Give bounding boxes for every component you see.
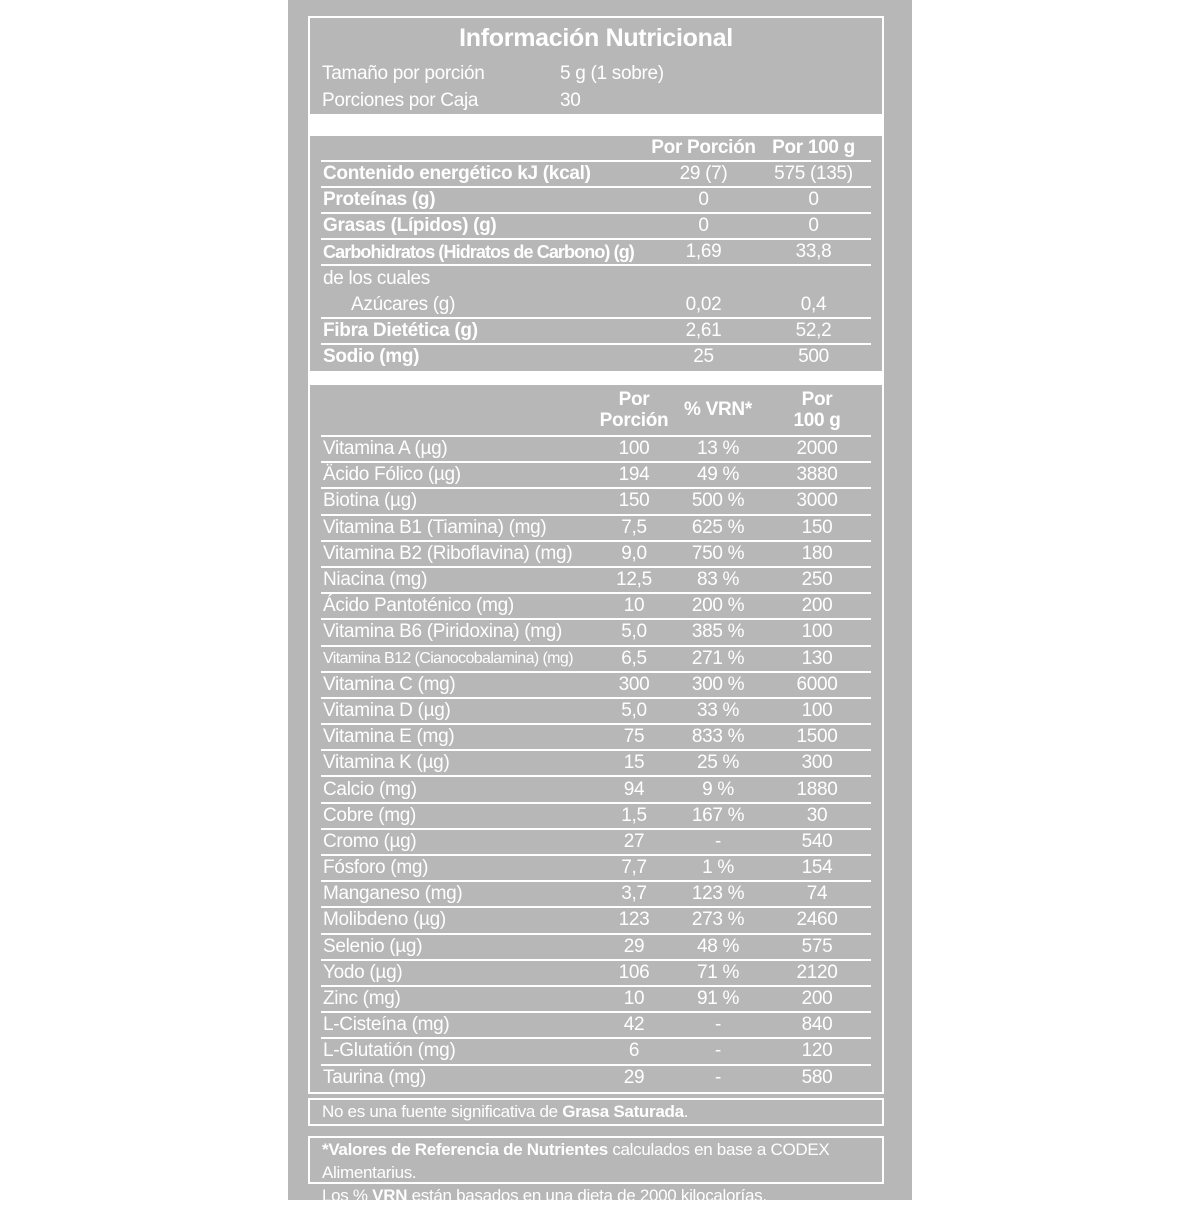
value-per-100g: 33,8 [795, 241, 832, 263]
table-row [321, 1066, 871, 1092]
value-vrn-percent: 13 % [696, 438, 740, 460]
nutrient-name: Proteínas (g) [323, 189, 436, 211]
nutrient-name: Yodo (µg) [323, 961, 403, 983]
table-row [321, 1039, 871, 1065]
value-per-100g: 100 [801, 699, 833, 721]
footnote-line1-rest: calculados en base a CODEX Alimentarius. [322, 1140, 830, 1182]
value-vrn-percent: 49 % [696, 464, 740, 486]
serving-size-row [322, 60, 882, 87]
value-per-serving: 6 [628, 1040, 640, 1062]
value-vrn-percent: 500 % [691, 490, 745, 512]
col-vrn-header: % VRN* [684, 399, 752, 420]
table-row [321, 647, 871, 673]
footnote-line2-prefix: Los % [322, 1186, 373, 1205]
nutrient-name: Cromo (µg) [323, 830, 417, 852]
table-row [321, 463, 871, 489]
value-per-serving: 94 [623, 778, 645, 800]
value-vrn-percent: 625 % [691, 516, 745, 538]
value-vrn-percent: 25 % [696, 752, 740, 774]
table-row [321, 987, 871, 1013]
value-per-100g: 580 [801, 1066, 833, 1088]
nutrient-name: Niacina (mg) [323, 569, 428, 591]
value-vrn-percent: 48 % [696, 935, 740, 957]
value-per-100g: 3000 [796, 490, 838, 512]
vitamins-minerals-panel [308, 383, 884, 1094]
value-per-100g: 1500 [796, 726, 838, 748]
nutrient-name: Vitamina B2 (Riboflavina) (mg) [323, 542, 573, 564]
value-vrn-percent: 167 % [691, 804, 745, 826]
col-per-100g-header: Por 100 g [772, 137, 855, 159]
table-row [321, 935, 871, 961]
nutrient-name: Ácido Pantoténico (mg) [323, 595, 514, 617]
value-vrn-percent: 91 % [696, 988, 740, 1010]
value-per-100g: 130 [801, 647, 833, 669]
value-per-serving: 0 [698, 215, 709, 237]
table-row [321, 516, 871, 542]
value-per-serving: 75 [623, 726, 645, 748]
table-row [321, 542, 871, 568]
col-per-serving-header: Por Porción [599, 389, 669, 431]
footnote-line-1 [322, 1138, 882, 1184]
value-per-100g: 250 [801, 569, 833, 591]
table-row [321, 830, 871, 856]
table-row [321, 568, 871, 594]
table-row [321, 319, 871, 345]
value-per-100g: 1880 [796, 778, 838, 800]
nutrient-name: Azúcares (g) [351, 293, 456, 315]
macro-header-row [321, 136, 871, 162]
value-per-serving: 300 [618, 673, 650, 695]
value-per-serving: 0,02 [685, 293, 722, 315]
vrn-reference-footnote [308, 1136, 884, 1205]
macro-nutrients-panel [308, 134, 884, 373]
table-row [321, 961, 871, 987]
col-per-serving-header: Por Porción [651, 137, 756, 159]
value-per-serving: 3,7 [621, 883, 647, 905]
note-text: No es una fuente significativa de [322, 1102, 563, 1121]
value-vrn-percent: 300 % [691, 673, 745, 695]
value-per-100g: 154 [801, 857, 833, 879]
value-per-100g: 300 [801, 752, 833, 774]
micro-rows [321, 437, 871, 1092]
value-per-100g: 120 [801, 1040, 833, 1062]
footnote-line1-bold: *Valores de Referencia de Nutrientes [322, 1140, 608, 1159]
value-per-100g: 2460 [796, 909, 838, 931]
value-vrn-percent: 200 % [691, 595, 745, 617]
nutrient-name: Zinc (mg) [323, 988, 401, 1010]
nutrient-name: Calcio (mg) [323, 778, 417, 800]
value-per-serving: 7,7 [621, 857, 647, 879]
nutrient-name: Vitamina E (mg) [323, 726, 455, 748]
value-vrn-percent: 385 % [691, 621, 745, 643]
value-vrn-percent: 71 % [696, 961, 740, 983]
table-row [321, 345, 871, 371]
value-per-serving: 1,69 [685, 241, 722, 263]
value-per-100g: 100 [801, 621, 833, 643]
table-row [321, 804, 871, 830]
value-per-serving: 10 [623, 595, 645, 617]
macro-rows [321, 162, 871, 371]
nutrient-name: de los cuales [323, 267, 431, 289]
nutrient-name: Cobre (mg) [323, 804, 417, 826]
value-vrn-percent: 1 % [702, 857, 734, 879]
table-row [321, 725, 871, 751]
nutrient-name: Manganeso (mg) [323, 883, 463, 905]
value-per-serving: 10 [623, 988, 645, 1010]
table-row [321, 856, 871, 882]
table-row [321, 673, 871, 699]
table-row [321, 908, 871, 934]
table-row [321, 162, 871, 188]
table-row [321, 293, 871, 319]
value-per-serving: 12,5 [616, 569, 652, 591]
value-per-100g: 2120 [796, 961, 838, 983]
value-per-serving: 29 [623, 935, 645, 957]
value-per-serving: 194 [618, 464, 650, 486]
value-per-100g: 52,2 [795, 319, 832, 341]
nutrient-name: Grasas (Lípidos) (g) [323, 215, 497, 237]
value-per-100g: 500 [798, 345, 829, 367]
value-per-serving: 42 [623, 1014, 645, 1036]
table-row [321, 620, 871, 646]
value-per-serving: 25 [693, 345, 714, 367]
value-per-serving: 100 [618, 438, 650, 460]
value-per-serving: 2,61 [685, 319, 722, 341]
value-per-100g: 0 [808, 189, 819, 211]
value-vrn-percent: 123 % [691, 883, 745, 905]
value-per-serving: 5,0 [621, 621, 647, 643]
value-per-serving: 9,0 [621, 542, 647, 564]
table-row [321, 489, 871, 515]
value-per-100g: 0,4 [800, 293, 827, 315]
table-row [321, 699, 871, 725]
nutrient-name: Fibra Dietética (g) [323, 319, 478, 341]
servings-per-box-value: 30 [560, 90, 581, 111]
nutrient-name: Sodio (mg) [323, 345, 420, 367]
value-per-serving: 0 [698, 189, 709, 211]
nutrient-name: Vitamina K (µg) [323, 752, 450, 774]
nutrient-name: L-Glutatión (mg) [323, 1040, 456, 1062]
value-per-100g: 6000 [796, 673, 838, 695]
table-row [321, 214, 871, 240]
col-per-100g-header: Por 100 g [793, 389, 841, 431]
nutrient-name: Vitamina A (µg) [323, 438, 448, 460]
value-per-serving: 123 [618, 909, 650, 931]
value-per-100g: 30 [806, 804, 828, 826]
table-row [321, 751, 871, 777]
serving-size-value: 5 g (1 sobre) [560, 63, 664, 84]
nutrient-name: Contenido energético kJ (kcal) [323, 163, 591, 185]
no-significant-source-note [308, 1098, 884, 1126]
table-row [321, 1013, 871, 1039]
nutrition-facts-header-panel [308, 16, 884, 116]
nutrient-name: Biotina (µg) [323, 490, 417, 512]
value-per-100g: 200 [801, 988, 833, 1010]
nutrient-name: Molibdeno (µg) [323, 909, 446, 931]
value-per-100g: 74 [806, 883, 828, 905]
value-per-serving: 29 [623, 1066, 645, 1088]
value-per-serving: 5,0 [621, 699, 647, 721]
table-row [321, 882, 871, 908]
nutrient-name: Äcido Fólico (µg) [323, 464, 461, 486]
value-per-100g: 575 [801, 935, 833, 957]
value-vrn-percent: - [714, 1040, 722, 1062]
value-per-100g: 200 [801, 595, 833, 617]
value-vrn-percent: - [714, 1066, 722, 1088]
nutrient-name: Taurina (mg) [323, 1066, 427, 1088]
value-vrn-percent: 9 % [702, 778, 734, 800]
table-row [321, 594, 871, 620]
value-vrn-percent: 833 % [691, 726, 745, 748]
value-per-100g: 0 [808, 215, 819, 237]
footnote-line2-bold: VRN [372, 1186, 408, 1205]
micro-header-row [321, 385, 871, 437]
micro-rows-container [321, 385, 871, 1092]
value-per-100g: 840 [801, 1014, 833, 1036]
nutrient-name: Vitamina B1 (Tiamina) (mg) [323, 516, 547, 538]
nutrient-name: Vitamina D (µg) [323, 699, 451, 721]
table-row [321, 777, 871, 803]
value-per-serving: 150 [618, 490, 650, 512]
nutrient-name: Selenio (µg) [323, 935, 423, 957]
value-per-100g: 3880 [796, 464, 838, 486]
value-vrn-percent: 33 % [696, 699, 740, 721]
value-vrn-percent: 750 % [691, 542, 745, 564]
value-per-serving: 7,5 [621, 516, 647, 538]
table-row [321, 188, 871, 214]
value-vrn-percent: - [714, 1014, 722, 1036]
value-per-serving: 15 [623, 752, 645, 774]
footnote-line2-rest: están basados en una dieta de 2000 kilocalorías. [407, 1186, 767, 1205]
value-vrn-percent: 83 % [696, 569, 740, 591]
note-text-period: . [683, 1102, 689, 1121]
table-row [321, 266, 871, 292]
nutrient-name: L-Cisteína (mg) [323, 1014, 450, 1036]
nutrient-name: Vitamina B6 (Piridoxina) (mg) [323, 621, 563, 643]
value-per-serving: 1,5 [621, 804, 647, 826]
nutrient-name: Vitamina C (mg) [323, 673, 456, 695]
macro-rows-container [321, 136, 871, 371]
value-per-serving: 29 (7) [679, 163, 728, 185]
serving-size-label: Tamaño por porción [322, 63, 485, 84]
nutrient-name: Carbohidratos (Hidratos de Carbono) (g) [323, 241, 634, 262]
value-vrn-percent: 273 % [691, 909, 745, 931]
value-per-serving: 6,5 [621, 647, 647, 669]
nutrient-name: Fósforo (mg) [323, 857, 429, 879]
separator-bar [308, 116, 884, 134]
separator-bar [308, 373, 884, 383]
footnote-line-2 [322, 1184, 882, 1207]
note-text-bold: Grasa Saturada [562, 1102, 684, 1121]
table-row [321, 240, 871, 266]
nutrient-name: Vitamina B12 (Cianocobalamina) (mg) [323, 649, 573, 667]
servings-per-box-label: Porciones por Caja [322, 90, 479, 111]
nutrition-facts-title: Información Nutricional [459, 24, 733, 52]
value-per-serving: 106 [618, 961, 650, 983]
table-row [321, 437, 871, 463]
value-per-100g: 180 [801, 542, 833, 564]
value-vrn-percent: 271 % [691, 647, 745, 669]
value-per-100g: 2000 [796, 438, 838, 460]
value-per-100g: 150 [801, 516, 833, 538]
label-background [288, 0, 912, 1205]
servings-per-box-row [322, 87, 882, 114]
value-per-serving: 27 [623, 830, 645, 852]
value-per-100g: 540 [801, 830, 833, 852]
value-per-100g: 575 (135) [774, 163, 853, 185]
value-vrn-percent: - [714, 830, 722, 852]
